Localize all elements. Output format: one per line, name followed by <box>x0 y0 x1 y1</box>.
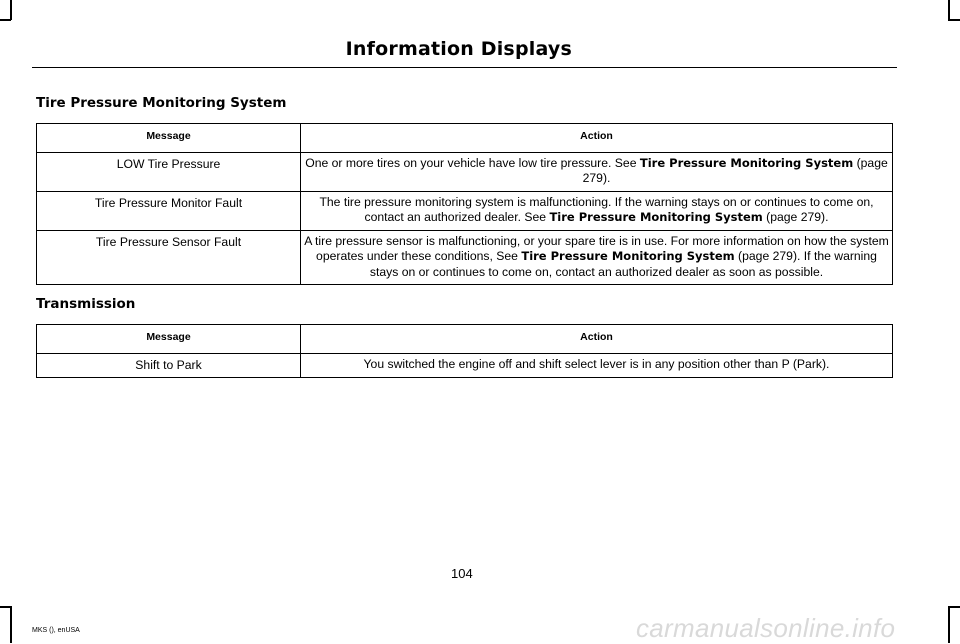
action-page-ref: (page 279). <box>762 210 829 224</box>
crop-mark-top-left <box>10 0 12 20</box>
watermark: carmanualsonline.info <box>636 613 896 643</box>
action-text: A tire pressure sensor is malfunctioning, or your spare tire is in use. For more information on how the system operates under these conditions, See <box>304 233 889 263</box>
action-reference: Tire Pressure Monitoring System <box>549 210 763 224</box>
action-reference: Tire Pressure Monitoring System <box>639 155 854 170</box>
action-text: The tire pressure monitoring system is malfunctioning. If the warning stays on or continues to come on, contact an authorized dealer. See <box>319 194 874 224</box>
crop-mark-top-right-h <box>948 19 960 21</box>
message-cell: LOW Tire Pressure <box>37 152 301 191</box>
message-cell: Shift to Park <box>37 353 301 378</box>
action-cell <box>301 230 893 285</box>
action-page-ref: (page 279). <box>582 155 888 185</box>
action-cell: You switched the engine off and shift select lever is in any position other than P (Park). <box>301 353 893 378</box>
page-header-title: Information Displays <box>345 38 572 60</box>
transmission-message-table <box>36 324 893 378</box>
table-header-row <box>37 124 893 153</box>
column-header-action: Action <box>301 325 893 354</box>
action-page-ref: (page 279). If the warning stays on or continues to come on, contact an authorized dealer as soon as possible. <box>369 249 877 279</box>
table-row <box>37 230 893 285</box>
action-cell <box>301 191 893 230</box>
message-cell: Tire Pressure Monitor Fault <box>37 191 301 230</box>
column-header-action: Action <box>301 124 893 153</box>
column-header-message: Message <box>37 325 301 354</box>
section-title-transmission: Transmission <box>36 296 136 312</box>
crop-mark-bottom-right-h <box>948 606 960 608</box>
table-row <box>37 353 893 378</box>
table-row <box>37 152 893 191</box>
page-number: 104 <box>451 566 473 581</box>
action-reference: Tire Pressure Monitoring System <box>521 249 735 263</box>
table-header-row <box>37 325 893 354</box>
crop-mark-top-left-h <box>0 19 11 21</box>
footer-document-code: MKS (), enUSA <box>32 627 80 634</box>
tpms-message-table <box>36 123 893 285</box>
crop-mark-bottom-left <box>10 606 12 643</box>
column-header-message: Message <box>37 124 301 153</box>
crop-mark-bottom-right <box>948 606 950 643</box>
crop-mark-bottom-left-h <box>0 606 11 608</box>
action-text: One or more tires on your vehicle have low tire pressure. See <box>305 155 640 170</box>
header-rule <box>32 67 897 68</box>
action-cell <box>301 152 893 191</box>
section-title-tpms: Tire Pressure Monitoring System <box>36 95 287 111</box>
crop-mark-top-right <box>948 0 950 20</box>
message-cell: Tire Pressure Sensor Fault <box>37 230 301 285</box>
table-row <box>37 191 893 230</box>
